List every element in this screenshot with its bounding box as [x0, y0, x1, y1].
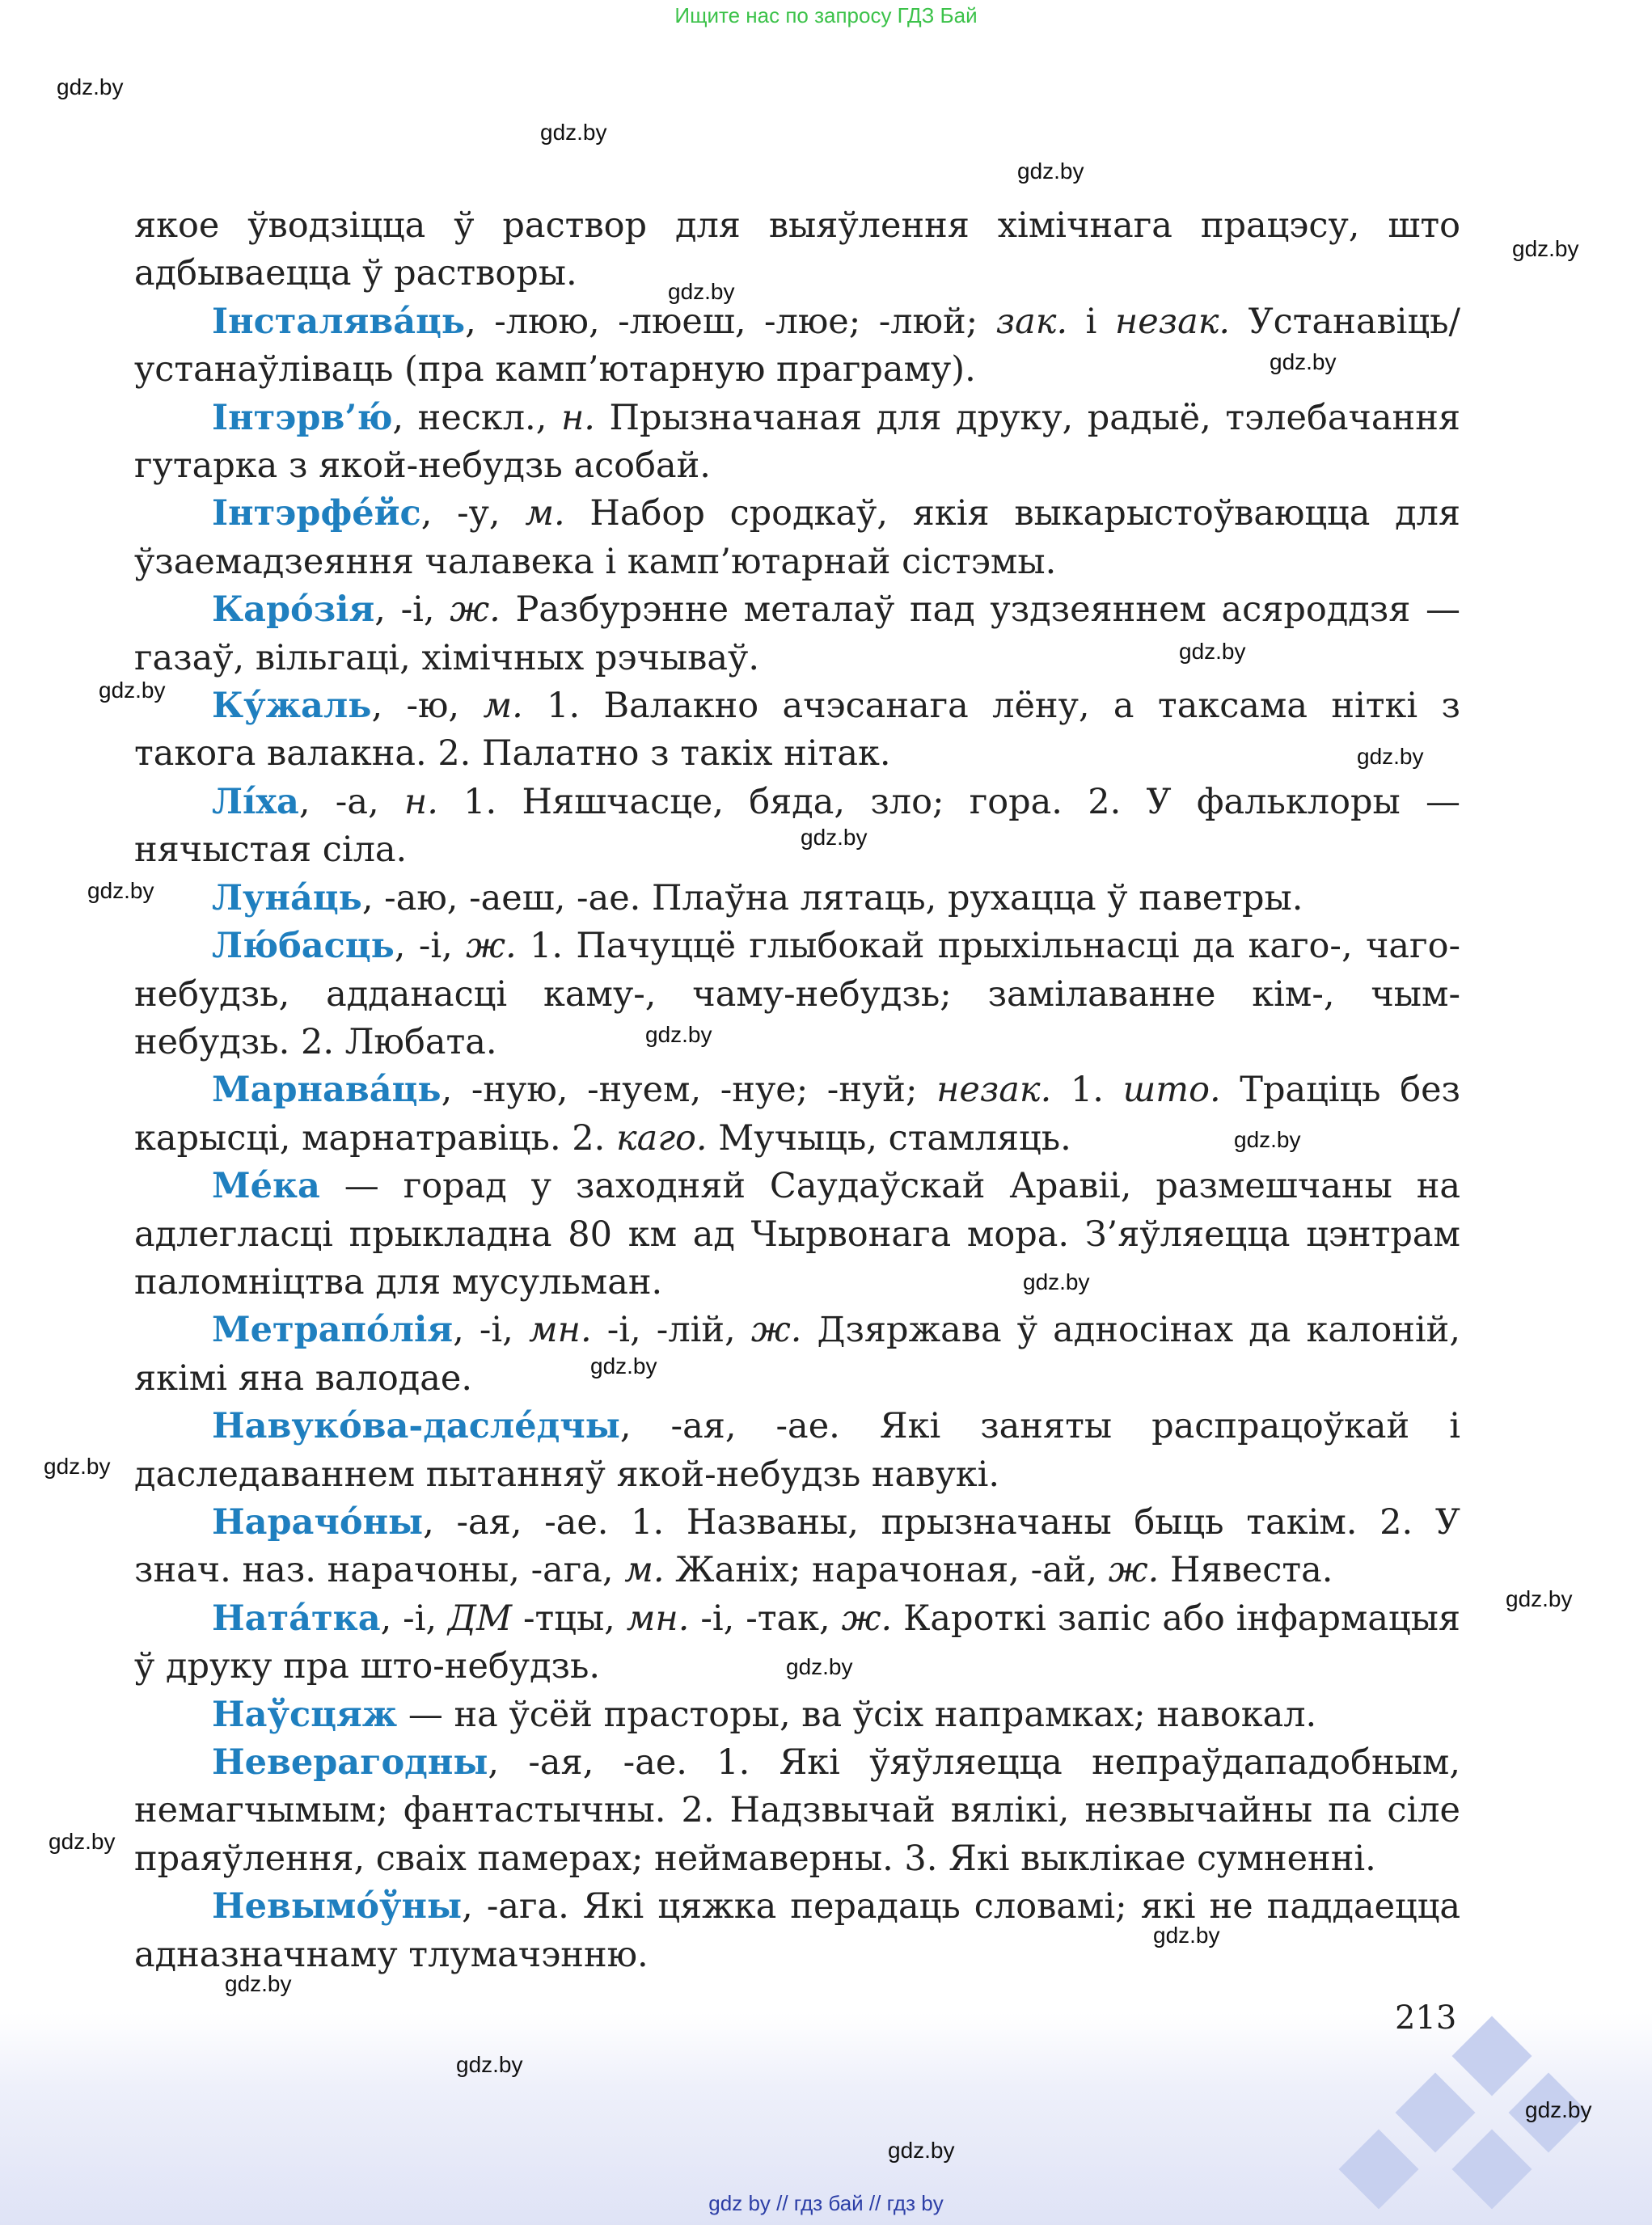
glossary-entry — [134, 1883, 1460, 1979]
watermark: gdz.by — [1153, 1923, 1220, 1948]
entry-definition: , -ага. Які цяжка перадаць словамі; які не паддаецца адназначнаму тлумачэнню. — [134, 1886, 1460, 1975]
glossary-entry — [134, 779, 1460, 875]
watermark: gdz.by — [645, 1022, 712, 1047]
watermark: gdz.by — [44, 1454, 111, 1479]
decor-diamond — [1452, 2016, 1532, 2096]
entry-definition: 1. Няшчасце, бяда, зло; гора. 2. У фальклоры — нячыстая сіла. — [134, 781, 1460, 871]
watermark: gdz.by — [1357, 744, 1424, 769]
glossary-entry — [134, 1403, 1460, 1499]
watermark: gdz.by — [1506, 1586, 1573, 1611]
entry-definition: — на ўсёй прасторы, ва ўсіх напрамках; навокал. — [397, 1694, 1317, 1735]
headword: Нарачо́ны — [212, 1501, 424, 1543]
entry-definition: , -аю, -аеш, -ае. Плаўна лятаць, рухацца ў паветры. — [361, 877, 1303, 918]
entry-italic: м. — [525, 493, 565, 534]
headword: Інтэрфе́йс — [212, 493, 421, 534]
entry-text: якое ўводзіцца ў раствор для выяўлення хімічнага працэсу, што адбываецца ў растворы. — [134, 205, 1460, 294]
entry-definition: — горад у заходняй Саудаўскай Аравіі, размешчаны на адлегласці прыкладна 80 км ад Чырвонага мора. З’яўляецца цэнтрам паломніцтва для мусульман. — [134, 1166, 1460, 1302]
glossary-entry — [134, 1739, 1460, 1883]
entry-italic: м. — [624, 1550, 665, 1591]
watermark: gdz.by — [1234, 1127, 1301, 1152]
watermark: gdz.by — [1525, 2097, 1592, 2122]
entry-grammar: , -ную, -нуем, -нуе; -нуй; — [441, 1070, 937, 1111]
glossary-entry — [134, 1499, 1460, 1595]
entry-italic: н. — [403, 781, 438, 822]
entry-text: і — [1067, 301, 1115, 342]
headword: Метрапо́лія — [212, 1310, 454, 1351]
watermark: gdz.by — [1270, 349, 1337, 374]
entry-definition: 1. Пачуццё глыбокай прыхільнасці да каго-, чаго-небудзь, адданасці каму-, чаму-небудзь; замілаванне кім-, чым-небудзь. 2. Любата. — [134, 926, 1460, 1062]
headword: Наўсцяж — [212, 1694, 398, 1735]
glossary-entry — [134, 875, 1460, 923]
entry-definition: Кароткі запіс або інфармацыя ў друку пра што-небудзь. — [134, 1598, 1460, 1687]
watermark: gdz.by — [99, 678, 166, 703]
headword: Інтэрв’ю́ — [212, 397, 393, 438]
entry-italic: ж. — [750, 1310, 802, 1351]
entry-text: 1. — [1051, 1070, 1123, 1111]
entry-definition: Разбурэнне металаў пад уздзеяннем асяроддзя — газаў, вільгаці, хімічных рэчываў. — [134, 589, 1460, 678]
entry-italic: каго. — [616, 1117, 708, 1159]
watermark: gdz.by — [1512, 236, 1579, 261]
watermark: gdz.by — [888, 2138, 955, 2163]
entry-definition: Дзяржава ў адносінах да калоній, якімі яна валодае. — [134, 1310, 1460, 1399]
entry-italic: зак. — [995, 301, 1068, 342]
glossary-entry — [134, 1163, 1460, 1307]
watermark: gdz.by — [57, 74, 124, 99]
entry-italic: мн. — [528, 1310, 592, 1351]
headword: Лі́ха — [212, 781, 299, 822]
watermark: gdz.by — [786, 1654, 853, 1679]
watermark: gdz.by — [801, 825, 868, 850]
glossary-entry — [134, 586, 1460, 682]
entry-grammar: , нескл., — [392, 397, 561, 438]
entry-text: Жаніх; нарачоная, -ай, — [664, 1550, 1109, 1591]
entry-grammar: , -і, — [453, 1310, 529, 1351]
entry-italic: што. — [1122, 1070, 1221, 1111]
entry-italic: ж. — [450, 589, 501, 631]
watermark: gdz.by — [1179, 639, 1246, 664]
entry-text: -і, -лій, — [591, 1310, 751, 1351]
entry-definition: , -ая, -ае. Які заняты распрацоўкай і даследаваннем пытанняў якой-небудзь навукі. — [134, 1406, 1460, 1495]
headword: Лю́басць — [212, 926, 395, 967]
entry-definition: Устанавіць/ устанаўліваць (пра камп’ютарную праграму). — [134, 301, 1460, 391]
glossary-entry — [134, 298, 1460, 395]
watermark: gdz.by — [456, 2052, 523, 2077]
entry-continuation — [134, 202, 1460, 298]
watermark: gdz.by — [540, 120, 607, 145]
entry-italic: незак. — [1114, 301, 1231, 342]
headword: Неверагодны — [212, 1742, 488, 1783]
entry-grammar: , -і, — [394, 926, 467, 967]
headword: Марнава́ць — [212, 1070, 442, 1111]
glossary-entry — [134, 490, 1460, 586]
glossary-entry — [134, 1066, 1460, 1163]
headword: Каро́зія — [212, 589, 375, 631]
entry-definition: Нявеста. — [1159, 1550, 1333, 1591]
entry-italic: ДМ — [448, 1598, 513, 1639]
glossary-entry — [134, 395, 1460, 491]
watermark: gdz.by — [49, 1829, 116, 1854]
headword: Ку́жаль — [212, 686, 372, 727]
glossary-text — [134, 202, 1460, 1979]
entry-text: -і, -так, — [689, 1598, 842, 1639]
entry-grammar: , -і, — [380, 1598, 449, 1639]
watermark: gdz.by — [590, 1353, 657, 1378]
watermark: gdz.by — [668, 279, 735, 304]
headword: Навуко́ва-дасле́дчы — [212, 1406, 620, 1447]
entry-definition: Прызначаная для друку, радыё, тэлебачання гутарка з якой-небудзь асобай. — [134, 397, 1460, 487]
headword: Ме́ка — [212, 1166, 320, 1207]
entry-grammar: , -ая, -ае. 1. Названы, прызначаны быць такім. 2. У знач. наз. нарачоны, -ага, — [134, 1501, 1460, 1591]
entry-definition: Мучыць, стамляць. — [707, 1117, 1071, 1159]
watermark: gdz.by — [1017, 158, 1084, 184]
entry-italic: м. — [483, 686, 523, 727]
bottom-links[interactable]: gdz by // гдз бай // гдз by — [708, 2191, 944, 2215]
entry-grammar: , -ю, — [371, 686, 484, 727]
headword: Луна́ць — [212, 877, 362, 918]
glossary-entry — [134, 1595, 1460, 1691]
headword: Невымо́ўны — [212, 1886, 463, 1927]
glossary-entry — [134, 1307, 1460, 1403]
top-banner: Ищите нас по запросу ГДЗ Бай — [674, 3, 978, 27]
entry-definition: Набор сродкаў, якія выкарыстоўваюцца для ўзаемадзеяння чалавека і камп’ютарнай сістэмы. — [134, 493, 1460, 582]
entry-definition: 1. Валакно ачэсанага лёну, а таксама ніткі з такога валакна. 2. Палатно з такіх нітак. — [134, 686, 1460, 775]
entry-italic: ж. — [841, 1598, 893, 1639]
entry-italic: ж. — [1108, 1550, 1160, 1591]
entry-grammar: , -і, — [374, 589, 450, 631]
decor-diamond — [1396, 2073, 1476, 2153]
entry-text: -тцы, — [512, 1598, 627, 1639]
entry-italic: мн. — [626, 1598, 690, 1639]
entry-definition: Траціць без карысці, марнатравіць. 2. — [134, 1070, 1460, 1159]
glossary-entry — [134, 923, 1460, 1066]
watermark: gdz.by — [225, 1971, 292, 1996]
glossary-entry — [134, 682, 1460, 779]
entry-definition: , -ая, -ае. 1. Які ўяўляецца непраўдападобным, немагчымым; фантастычны. 2. Надзвычай вялікі, незвычайны па сіле праяўлення, сваіх памерах; неймаверны. 3. Які выклікае сумненні. — [134, 1742, 1460, 1879]
watermark: gdz.by — [1023, 1269, 1090, 1294]
entry-grammar: , -люю, -люеш, -люе; -люй; — [465, 301, 996, 342]
page-number: 213 — [1395, 1999, 1457, 2037]
headword: Ната́тка — [212, 1598, 381, 1639]
watermark: gdz.by — [87, 878, 154, 903]
headword: Інсталява́ць — [212, 301, 466, 342]
glossary-entry — [134, 1691, 1460, 1739]
entry-grammar: , -а, — [298, 781, 404, 822]
entry-grammar: , -у, — [420, 493, 526, 534]
entry-italic: н. — [560, 397, 595, 438]
entry-italic: незак. — [936, 1070, 1052, 1111]
entry-italic: ж. — [466, 926, 517, 967]
